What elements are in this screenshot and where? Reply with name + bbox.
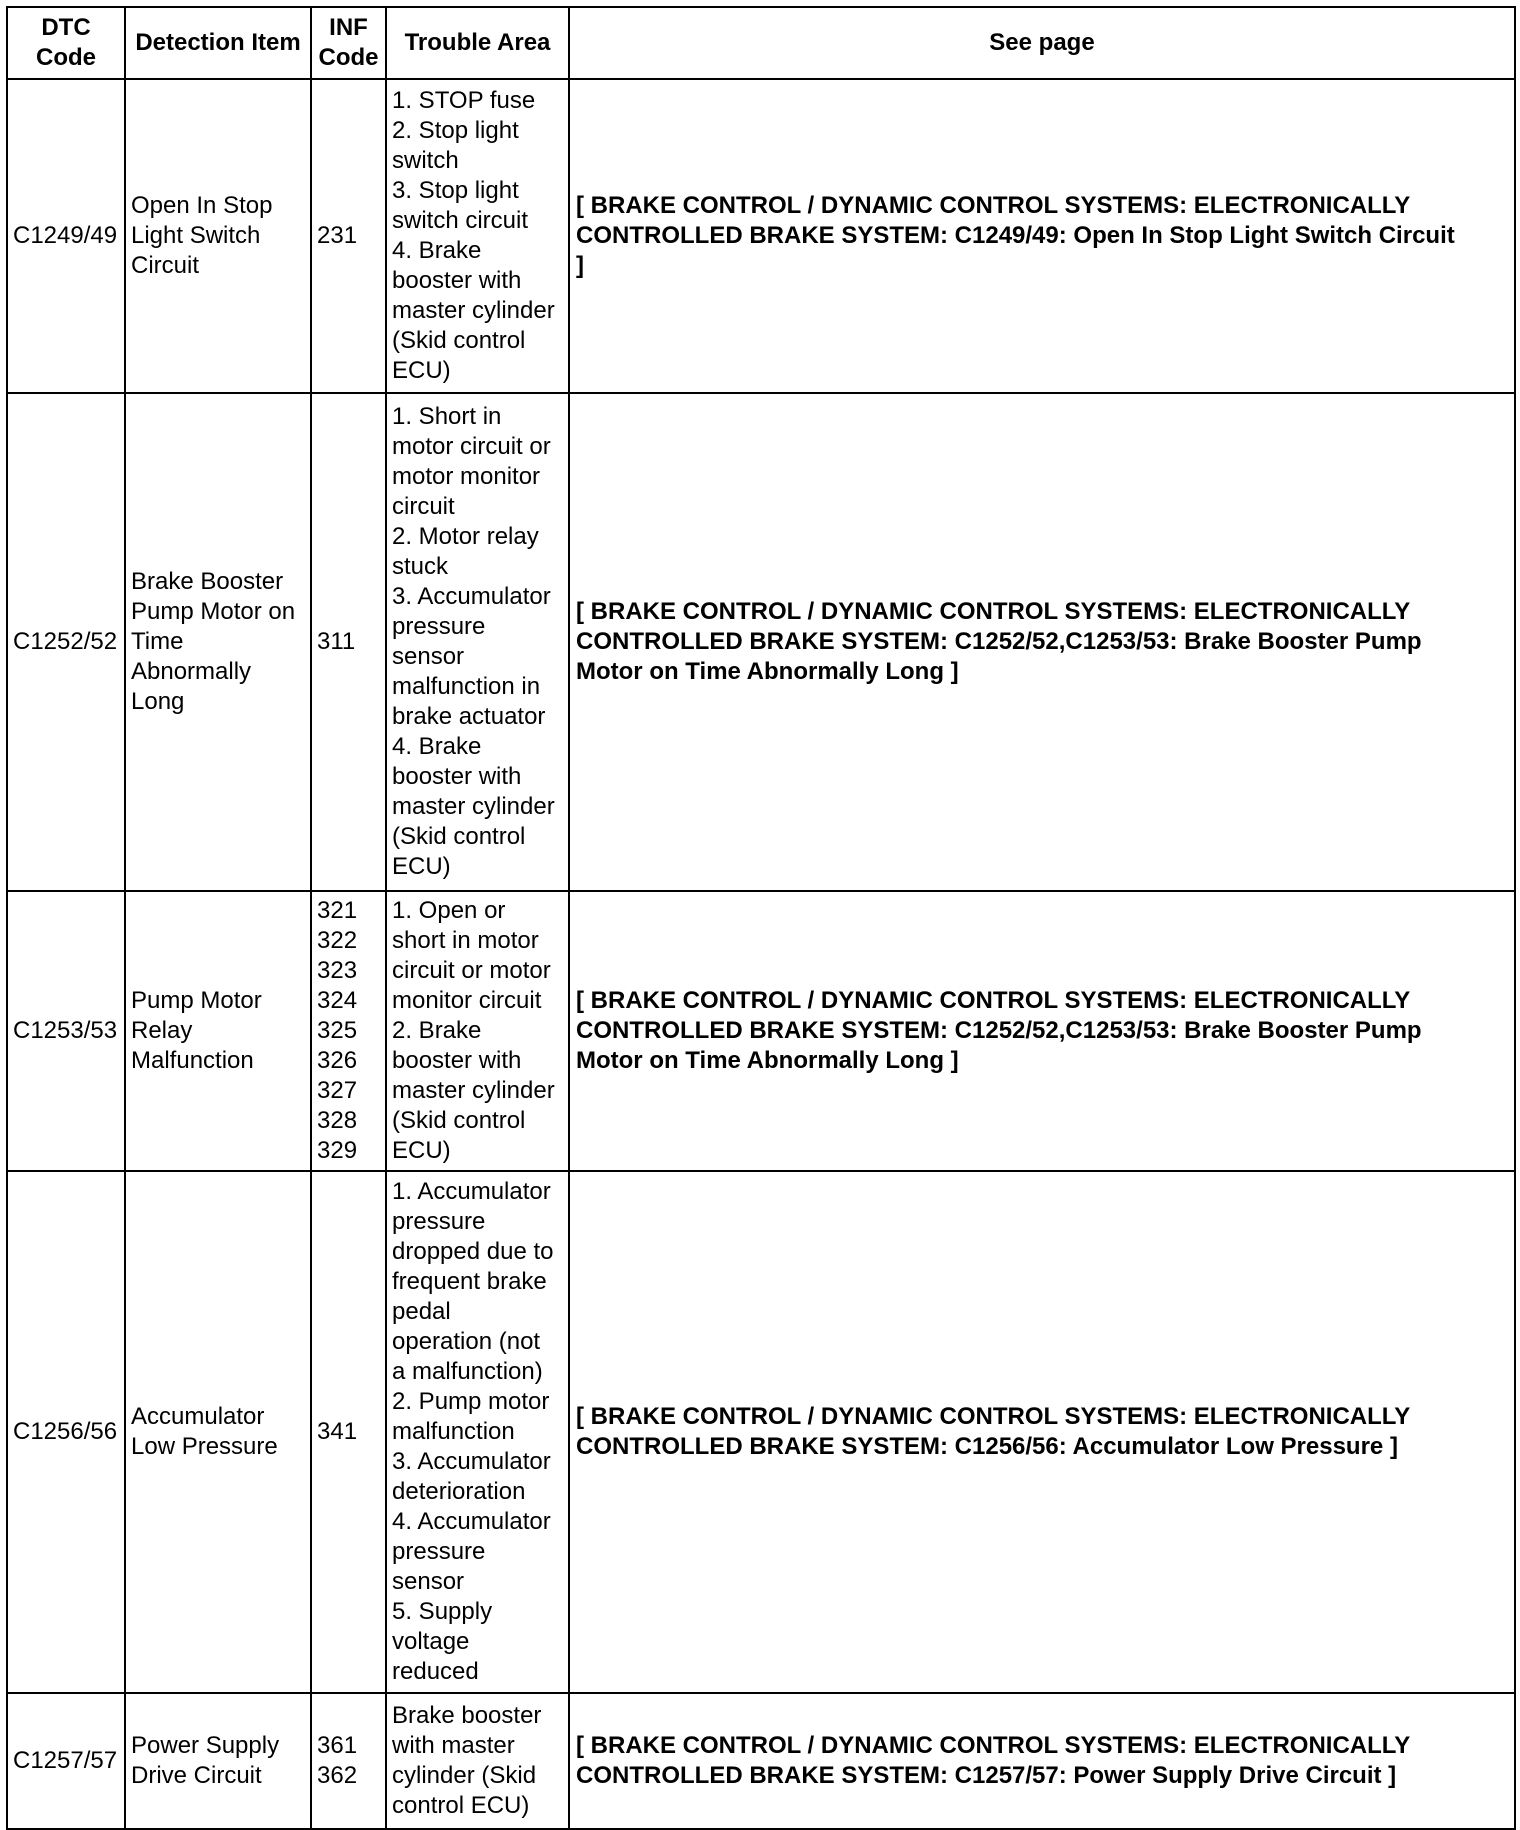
detection-item-line: Long bbox=[131, 688, 185, 715]
inf-code-cell bbox=[311, 79, 386, 393]
detection-item-line: Circuit bbox=[131, 252, 200, 279]
trouble-area-line: Brake booster bbox=[392, 1702, 542, 1729]
trouble-area-line: ECU) bbox=[392, 357, 451, 384]
trouble-area-line: 3. Accumulator bbox=[392, 583, 551, 610]
header-detection-item: Detection Item bbox=[125, 7, 311, 79]
trouble-area-line: 2. Motor relay bbox=[392, 523, 539, 550]
trouble-area-cell bbox=[386, 393, 569, 891]
detection-item-cell bbox=[125, 891, 311, 1171]
table-row bbox=[7, 1171, 1515, 1693]
trouble-area-line: monitor circuit bbox=[392, 987, 542, 1014]
see-page-line: [ BRAKE CONTROL / DYNAMIC CONTROL SYSTEMS: ELECTRONICALLY bbox=[576, 598, 1411, 625]
trouble-area-line: circuit bbox=[392, 493, 455, 520]
inf-code-line: 323 bbox=[317, 957, 358, 984]
trouble-area-line: operation (not bbox=[392, 1328, 541, 1355]
see-page-link[interactable] bbox=[569, 891, 1515, 1171]
see-page-line: Motor on Time Abnormally Long ] bbox=[576, 658, 959, 685]
detection-item-line: Time bbox=[131, 628, 184, 655]
inf-code-line: 328 bbox=[317, 1107, 358, 1134]
trouble-area-line: brake actuator bbox=[392, 703, 546, 730]
trouble-area-line: sensor bbox=[392, 1568, 465, 1595]
trouble-area-line: 4. Brake bbox=[392, 733, 482, 760]
detection-item-line: Brake Booster bbox=[131, 568, 284, 595]
trouble-area-line: master cylinder bbox=[392, 297, 555, 324]
detection-item-cell bbox=[125, 79, 311, 393]
trouble-area-line: with master bbox=[392, 1732, 515, 1759]
see-page-line: CONTROLLED BRAKE SYSTEM: C1257/57: Power Supply Drive Circuit ] bbox=[576, 1762, 1397, 1789]
trouble-area-line: pedal bbox=[392, 1298, 451, 1325]
inf-code-cell bbox=[311, 891, 386, 1171]
inf-code-cell bbox=[311, 1171, 386, 1693]
detection-item-cell bbox=[125, 1693, 311, 1829]
table-row bbox=[7, 79, 1515, 393]
inf-code-line: 361 bbox=[317, 1732, 358, 1759]
trouble-area-line: cylinder (Skid bbox=[392, 1762, 537, 1789]
trouble-area-line: 2. Brake bbox=[392, 1017, 482, 1044]
trouble-area-line: 1. STOP fuse bbox=[392, 87, 536, 114]
dtc-code-cell: C1252/52 bbox=[7, 393, 125, 891]
see-page-line: CONTROLLED BRAKE SYSTEM: C1256/56: Accumulator Low Pressure ] bbox=[576, 1433, 1398, 1460]
inf-code-cell bbox=[311, 393, 386, 891]
trouble-area-line: 1. Short in bbox=[392, 403, 502, 430]
trouble-area-line: 3. Accumulator bbox=[392, 1448, 551, 1475]
see-page-line: CONTROLLED BRAKE SYSTEM: C1249/49: Open In Stop Light Switch Circuit bbox=[576, 222, 1455, 249]
trouble-area-line: 5. Supply bbox=[392, 1598, 493, 1625]
inf-code-line: 329 bbox=[317, 1137, 358, 1164]
header-trouble-area: Trouble Area bbox=[386, 7, 569, 79]
see-page-link[interactable] bbox=[569, 79, 1515, 393]
trouble-area-line: 2. Stop light bbox=[392, 117, 519, 144]
trouble-area-line: dropped due to bbox=[392, 1238, 554, 1265]
trouble-area-line: a malfunction) bbox=[392, 1358, 543, 1385]
detection-item-cell bbox=[125, 1171, 311, 1693]
trouble-area-line: (Skid control bbox=[392, 327, 526, 354]
table-row bbox=[7, 393, 1515, 891]
detection-item-line: Light Switch bbox=[131, 222, 261, 249]
trouble-area-line: malfunction in bbox=[392, 673, 541, 700]
see-page-line: ] bbox=[576, 252, 584, 279]
see-page-line: [ BRAKE CONTROL / DYNAMIC CONTROL SYSTEMS: ELECTRONICALLY bbox=[576, 1403, 1411, 1430]
detection-item-line: Relay bbox=[131, 1017, 193, 1044]
trouble-area-line: master cylinder bbox=[392, 1077, 555, 1104]
detection-item-line: Malfunction bbox=[131, 1047, 254, 1074]
inf-code-line: 322 bbox=[317, 927, 358, 954]
detection-item-line: Low Pressure bbox=[131, 1433, 278, 1460]
trouble-area-line: booster with bbox=[392, 1047, 522, 1074]
trouble-area-line: circuit or motor bbox=[392, 957, 551, 984]
header-inf-code-line: INF bbox=[329, 14, 368, 41]
header-inf-code-line: Code bbox=[318, 44, 379, 71]
trouble-area-line: motor circuit or bbox=[392, 433, 551, 460]
trouble-area-line: booster with bbox=[392, 763, 522, 790]
trouble-area-line: ECU) bbox=[392, 853, 451, 880]
header-row bbox=[7, 7, 1515, 79]
inf-code-line: 311 bbox=[317, 628, 356, 655]
trouble-area-line: stuck bbox=[392, 553, 449, 580]
detection-item-cell bbox=[125, 393, 311, 891]
trouble-area-cell bbox=[386, 79, 569, 393]
inf-code-line: 362 bbox=[317, 1762, 358, 1789]
trouble-area-cell bbox=[386, 891, 569, 1171]
dtc-code-cell: C1256/56 bbox=[7, 1171, 125, 1693]
trouble-area-line: 4. Brake bbox=[392, 237, 482, 264]
trouble-area-line: deterioration bbox=[392, 1478, 526, 1505]
inf-code-line: 341 bbox=[317, 1418, 358, 1445]
see-page-line: [ BRAKE CONTROL / DYNAMIC CONTROL SYSTEMS: ELECTRONICALLY bbox=[576, 987, 1411, 1014]
dtc-code-cell: C1253/53 bbox=[7, 891, 125, 1171]
trouble-area-line: pressure bbox=[392, 1208, 486, 1235]
trouble-area-line: short in motor bbox=[392, 927, 539, 954]
trouble-area-line: master cylinder bbox=[392, 793, 555, 820]
inf-code-line: 324 bbox=[317, 987, 358, 1014]
dtc-code-cell: C1257/57 bbox=[7, 1693, 125, 1829]
trouble-area-line: reduced bbox=[392, 1658, 479, 1685]
trouble-area-line: 1. Open or bbox=[392, 897, 506, 924]
trouble-area-line: sensor bbox=[392, 643, 465, 670]
header-dtc-code bbox=[7, 7, 125, 79]
header-inf-code bbox=[311, 7, 386, 79]
inf-code-line: 321 bbox=[317, 897, 358, 924]
trouble-area-line: (Skid control bbox=[392, 823, 526, 850]
see-page-line: [ BRAKE CONTROL / DYNAMIC CONTROL SYSTEMS: ELECTRONICALLY bbox=[576, 192, 1411, 219]
detection-item-line: Pump Motor on bbox=[131, 598, 296, 625]
inf-code-line: 327 bbox=[317, 1077, 358, 1104]
inf-code-cell bbox=[311, 1693, 386, 1829]
header-dtc-code-line: Code bbox=[36, 44, 96, 71]
detection-item-line: Abnormally bbox=[131, 658, 252, 685]
see-page-line: CONTROLLED BRAKE SYSTEM: C1252/52,C1253/53: Brake Booster Pump bbox=[576, 628, 1422, 655]
detection-item-line: Accumulator bbox=[131, 1403, 265, 1430]
trouble-area-line: 1. Accumulator bbox=[392, 1178, 551, 1205]
table-row bbox=[7, 891, 1515, 1171]
trouble-area-line: booster with bbox=[392, 267, 522, 294]
trouble-area-line: 2. Pump motor bbox=[392, 1388, 550, 1415]
trouble-area-line: ECU) bbox=[392, 1137, 451, 1164]
trouble-area-line: control ECU) bbox=[392, 1792, 530, 1819]
table-body bbox=[7, 79, 1515, 1829]
header-dtc-code-line: DTC bbox=[41, 14, 91, 41]
inf-code-line: 326 bbox=[317, 1047, 358, 1074]
trouble-area-line: (Skid control bbox=[392, 1107, 526, 1134]
detection-item-line: Drive Circuit bbox=[131, 1762, 262, 1789]
trouble-area-line: 4. Accumulator bbox=[392, 1508, 551, 1535]
trouble-area-line: motor monitor bbox=[392, 463, 541, 490]
trouble-area-line: switch circuit bbox=[392, 207, 529, 234]
trouble-area-cell bbox=[386, 1693, 569, 1829]
trouble-area-line: switch bbox=[392, 147, 459, 174]
trouble-area-line: pressure bbox=[392, 613, 486, 640]
inf-code-line: 231 bbox=[317, 222, 358, 249]
see-page-link[interactable] bbox=[569, 1171, 1515, 1693]
trouble-area-line: 3. Stop light bbox=[392, 177, 519, 204]
detection-item-line: Open In Stop bbox=[131, 192, 273, 219]
inf-code-line: 325 bbox=[317, 1017, 358, 1044]
table-row bbox=[7, 1693, 1515, 1829]
detection-item-line: Pump Motor bbox=[131, 987, 262, 1014]
trouble-area-line: pressure bbox=[392, 1538, 486, 1565]
detection-item-line: Power Supply bbox=[131, 1732, 280, 1759]
trouble-area-line: frequent brake bbox=[392, 1268, 547, 1295]
header-see-page: See page bbox=[569, 7, 1515, 79]
dtc-code-cell: C1249/49 bbox=[7, 79, 125, 393]
trouble-area-cell bbox=[386, 1171, 569, 1693]
trouble-area-line: voltage bbox=[392, 1628, 470, 1655]
trouble-area-line: malfunction bbox=[392, 1418, 515, 1445]
dtc-table bbox=[6, 6, 1516, 1830]
see-page-line: Motor on Time Abnormally Long ] bbox=[576, 1047, 959, 1074]
see-page-line: CONTROLLED BRAKE SYSTEM: C1252/52,C1253/53: Brake Booster Pump bbox=[576, 1017, 1422, 1044]
see-page-link[interactable] bbox=[569, 393, 1515, 891]
see-page-link[interactable] bbox=[569, 1693, 1515, 1829]
see-page-line: [ BRAKE CONTROL / DYNAMIC CONTROL SYSTEMS: ELECTRONICALLY bbox=[576, 1732, 1411, 1759]
